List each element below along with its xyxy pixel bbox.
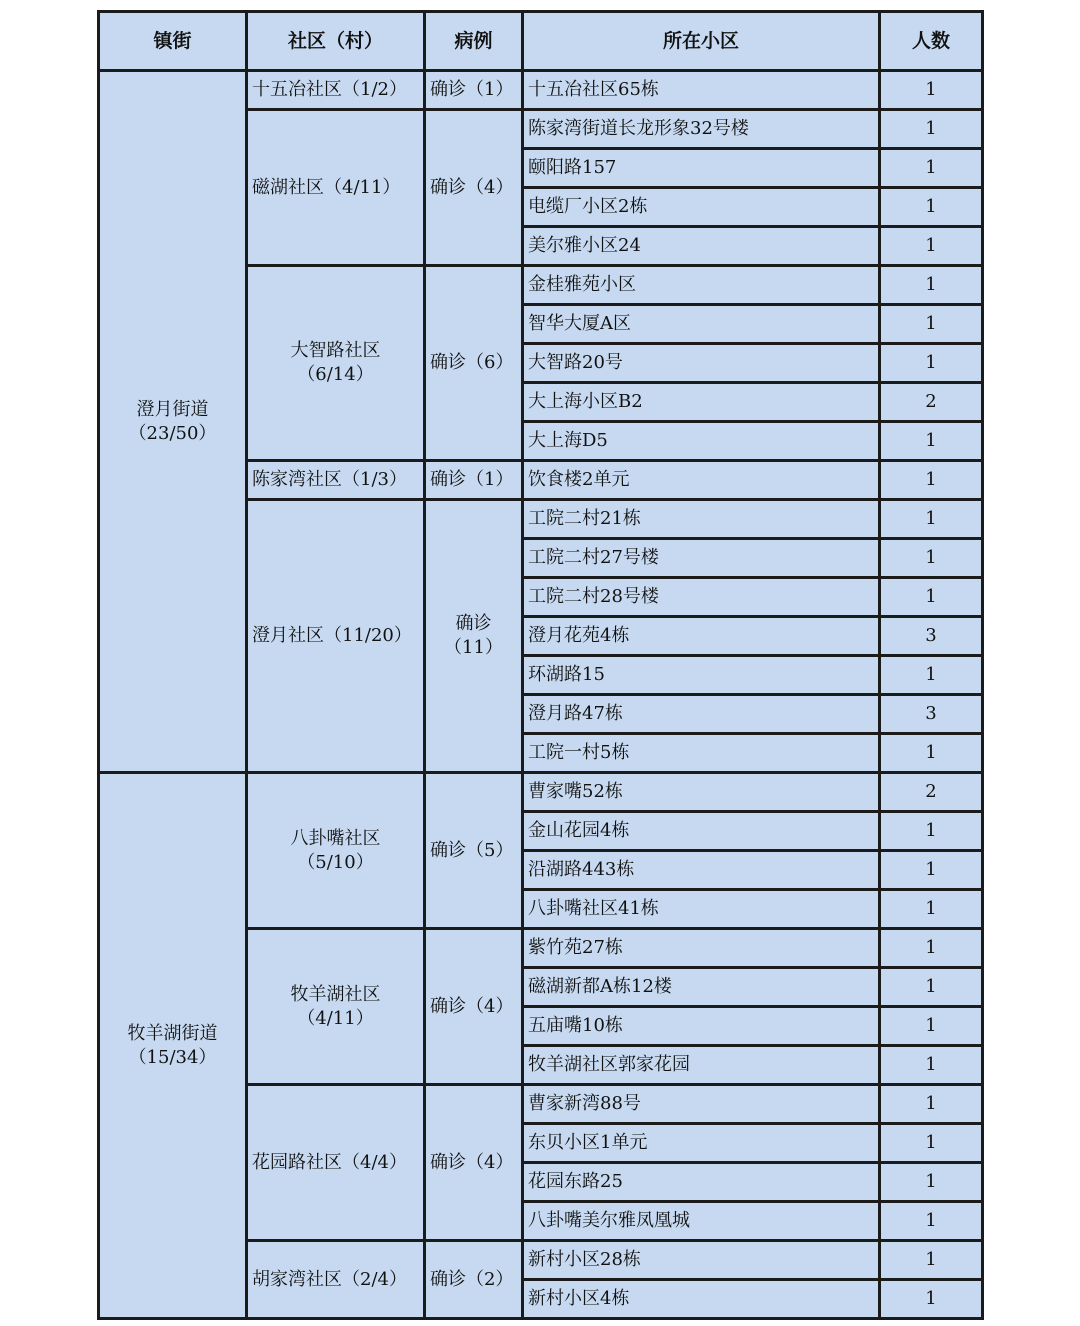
case-line: 确诊 xyxy=(455,613,492,634)
location-cell: 大上海小区B2 xyxy=(523,383,880,422)
location-cell: 大智路20号 xyxy=(523,344,880,383)
count-cell: 1 xyxy=(880,578,983,617)
case-line: 确诊（4） xyxy=(430,1151,514,1173)
case-cell xyxy=(425,929,523,1085)
location-cell: 新村小区4栋 xyxy=(523,1280,880,1319)
case-cell xyxy=(425,266,523,461)
count-cell: 1 xyxy=(880,890,983,929)
count-cell: 1 xyxy=(880,227,983,266)
count-cell: 1 xyxy=(880,968,983,1007)
table-row xyxy=(99,71,983,110)
location-cell: 电缆厂小区2栋 xyxy=(523,188,880,227)
count-cell: 1 xyxy=(880,812,983,851)
count-cell: 1 xyxy=(880,929,983,968)
location-cell: 八卦嘴社区41栋 xyxy=(523,890,880,929)
count-cell: 1 xyxy=(880,734,983,773)
town-name: 牧羊湖街道 xyxy=(127,1022,218,1044)
header-row xyxy=(99,12,983,71)
location-cell: 曹家嘴52栋 xyxy=(523,773,880,812)
case-cell xyxy=(425,461,523,500)
community-name-line: （6/14） xyxy=(297,364,374,385)
count-cell: 1 xyxy=(880,851,983,890)
count-cell: 1 xyxy=(880,656,983,695)
location-cell: 十五冶社区65栋 xyxy=(523,71,880,110)
case-line: （11） xyxy=(444,637,503,658)
community-cell xyxy=(247,500,425,773)
case-table xyxy=(97,10,984,1320)
location-cell: 金桂雅苑小区 xyxy=(523,266,880,305)
community-name-line: 花园路社区（4/4） xyxy=(252,1151,407,1173)
community-name-line: 胡家湾社区（2/4） xyxy=(252,1268,407,1290)
community-cell xyxy=(247,71,425,110)
town-ratio: （15/34） xyxy=(128,1046,217,1068)
count-cell: 1 xyxy=(880,461,983,500)
header-case: 病例 xyxy=(425,12,523,71)
count-cell: 1 xyxy=(880,500,983,539)
location-cell: 大上海D5 xyxy=(523,422,880,461)
case-cell xyxy=(425,773,523,929)
count-cell: 1 xyxy=(880,1163,983,1202)
community-cell xyxy=(247,266,425,461)
count-cell: 1 xyxy=(880,1007,983,1046)
location-cell: 工院二村28号楼 xyxy=(523,578,880,617)
community-name-line: 十五冶社区（1/2） xyxy=(252,79,407,100)
count-cell: 1 xyxy=(880,1280,983,1319)
case-cell xyxy=(425,1241,523,1319)
count-cell: 1 xyxy=(880,1046,983,1085)
community-cell xyxy=(247,929,425,1085)
count-cell: 1 xyxy=(880,539,983,578)
count-cell: 3 xyxy=(880,617,983,656)
location-cell: 环湖路15 xyxy=(523,656,880,695)
table-body xyxy=(99,71,983,1319)
community-name-line: 澄月社区（11/20） xyxy=(252,625,412,646)
community-cell xyxy=(247,110,425,266)
count-cell: 1 xyxy=(880,149,983,188)
count-cell: 1 xyxy=(880,266,983,305)
location-cell: 牧羊湖社区郭家花园 xyxy=(523,1046,880,1085)
location-cell: 澄月路47栋 xyxy=(523,695,880,734)
community-cell xyxy=(247,1241,425,1319)
count-cell: 1 xyxy=(880,110,983,149)
case-line: 确诊（6） xyxy=(430,352,514,373)
location-cell: 紫竹苑27栋 xyxy=(523,929,880,968)
location-cell: 颐阳路157 xyxy=(523,149,880,188)
community-name-line: 牧羊湖社区 xyxy=(290,983,381,1005)
count-cell: 2 xyxy=(880,773,983,812)
location-cell: 澄月花苑4栋 xyxy=(523,617,880,656)
community-name-line: 八卦嘴社区 xyxy=(290,827,381,849)
case-line: 确诊（2） xyxy=(430,1268,514,1290)
count-cell: 1 xyxy=(880,1241,983,1280)
town-ratio: （23/50） xyxy=(128,422,217,444)
count-cell: 1 xyxy=(880,71,983,110)
community-name-line: （5/10） xyxy=(297,851,374,873)
header-community: 社区（村） xyxy=(247,12,425,71)
case-line: 确诊（1） xyxy=(430,469,514,490)
community-name-line: （4/11） xyxy=(297,1007,374,1029)
location-cell: 沿湖路443栋 xyxy=(523,851,880,890)
location-cell: 曹家新湾88号 xyxy=(523,1085,880,1124)
community-cell xyxy=(247,461,425,500)
community-name-line: 大智路社区 xyxy=(290,340,381,361)
case-cell xyxy=(425,1085,523,1241)
community-cell xyxy=(247,1085,425,1241)
case-line: 确诊（1） xyxy=(430,79,514,100)
case-cell xyxy=(425,71,523,110)
header-town: 镇街 xyxy=(99,12,247,71)
town-name: 澄月街道 xyxy=(136,398,209,420)
location-cell: 饮食楼2单元 xyxy=(523,461,880,500)
community-cell xyxy=(247,773,425,929)
town-cell xyxy=(99,71,247,773)
header-location: 所在小区 xyxy=(523,12,880,71)
count-cell: 1 xyxy=(880,1124,983,1163)
location-cell: 工院二村21栋 xyxy=(523,500,880,539)
location-cell: 金山花园4栋 xyxy=(523,812,880,851)
table-row xyxy=(99,773,983,812)
location-cell: 工院一村5栋 xyxy=(523,734,880,773)
case-line: 确诊（4） xyxy=(430,176,514,198)
header-count: 人数 xyxy=(880,12,983,71)
location-cell: 智华大厦A区 xyxy=(523,305,880,344)
count-cell: 1 xyxy=(880,1202,983,1241)
location-cell: 花园东路25 xyxy=(523,1163,880,1202)
count-cell: 1 xyxy=(880,188,983,227)
location-cell: 美尔雅小区24 xyxy=(523,227,880,266)
location-cell: 陈家湾街道长龙形象32号楼 xyxy=(523,110,880,149)
town-cell xyxy=(99,773,247,1319)
count-cell: 1 xyxy=(880,422,983,461)
count-cell: 2 xyxy=(880,383,983,422)
location-cell: 五庙嘴10栋 xyxy=(523,1007,880,1046)
community-name-line: 磁湖社区（4/11） xyxy=(252,176,401,198)
count-cell: 1 xyxy=(880,344,983,383)
location-cell: 新村小区28栋 xyxy=(523,1241,880,1280)
location-cell: 东贝小区1单元 xyxy=(523,1124,880,1163)
count-cell: 1 xyxy=(880,1085,983,1124)
location-cell: 工院二村27号楼 xyxy=(523,539,880,578)
case-cell xyxy=(425,110,523,266)
count-cell: 1 xyxy=(880,305,983,344)
location-cell: 磁湖新都A栋12楼 xyxy=(523,968,880,1007)
community-name-line: 陈家湾社区（1/3） xyxy=(252,469,407,490)
location-cell: 八卦嘴美尔雅凤凰城 xyxy=(523,1202,880,1241)
count-cell: 3 xyxy=(880,695,983,734)
case-cell xyxy=(425,500,523,773)
case-line: 确诊（4） xyxy=(430,995,514,1017)
case-line: 确诊（5） xyxy=(430,839,514,861)
